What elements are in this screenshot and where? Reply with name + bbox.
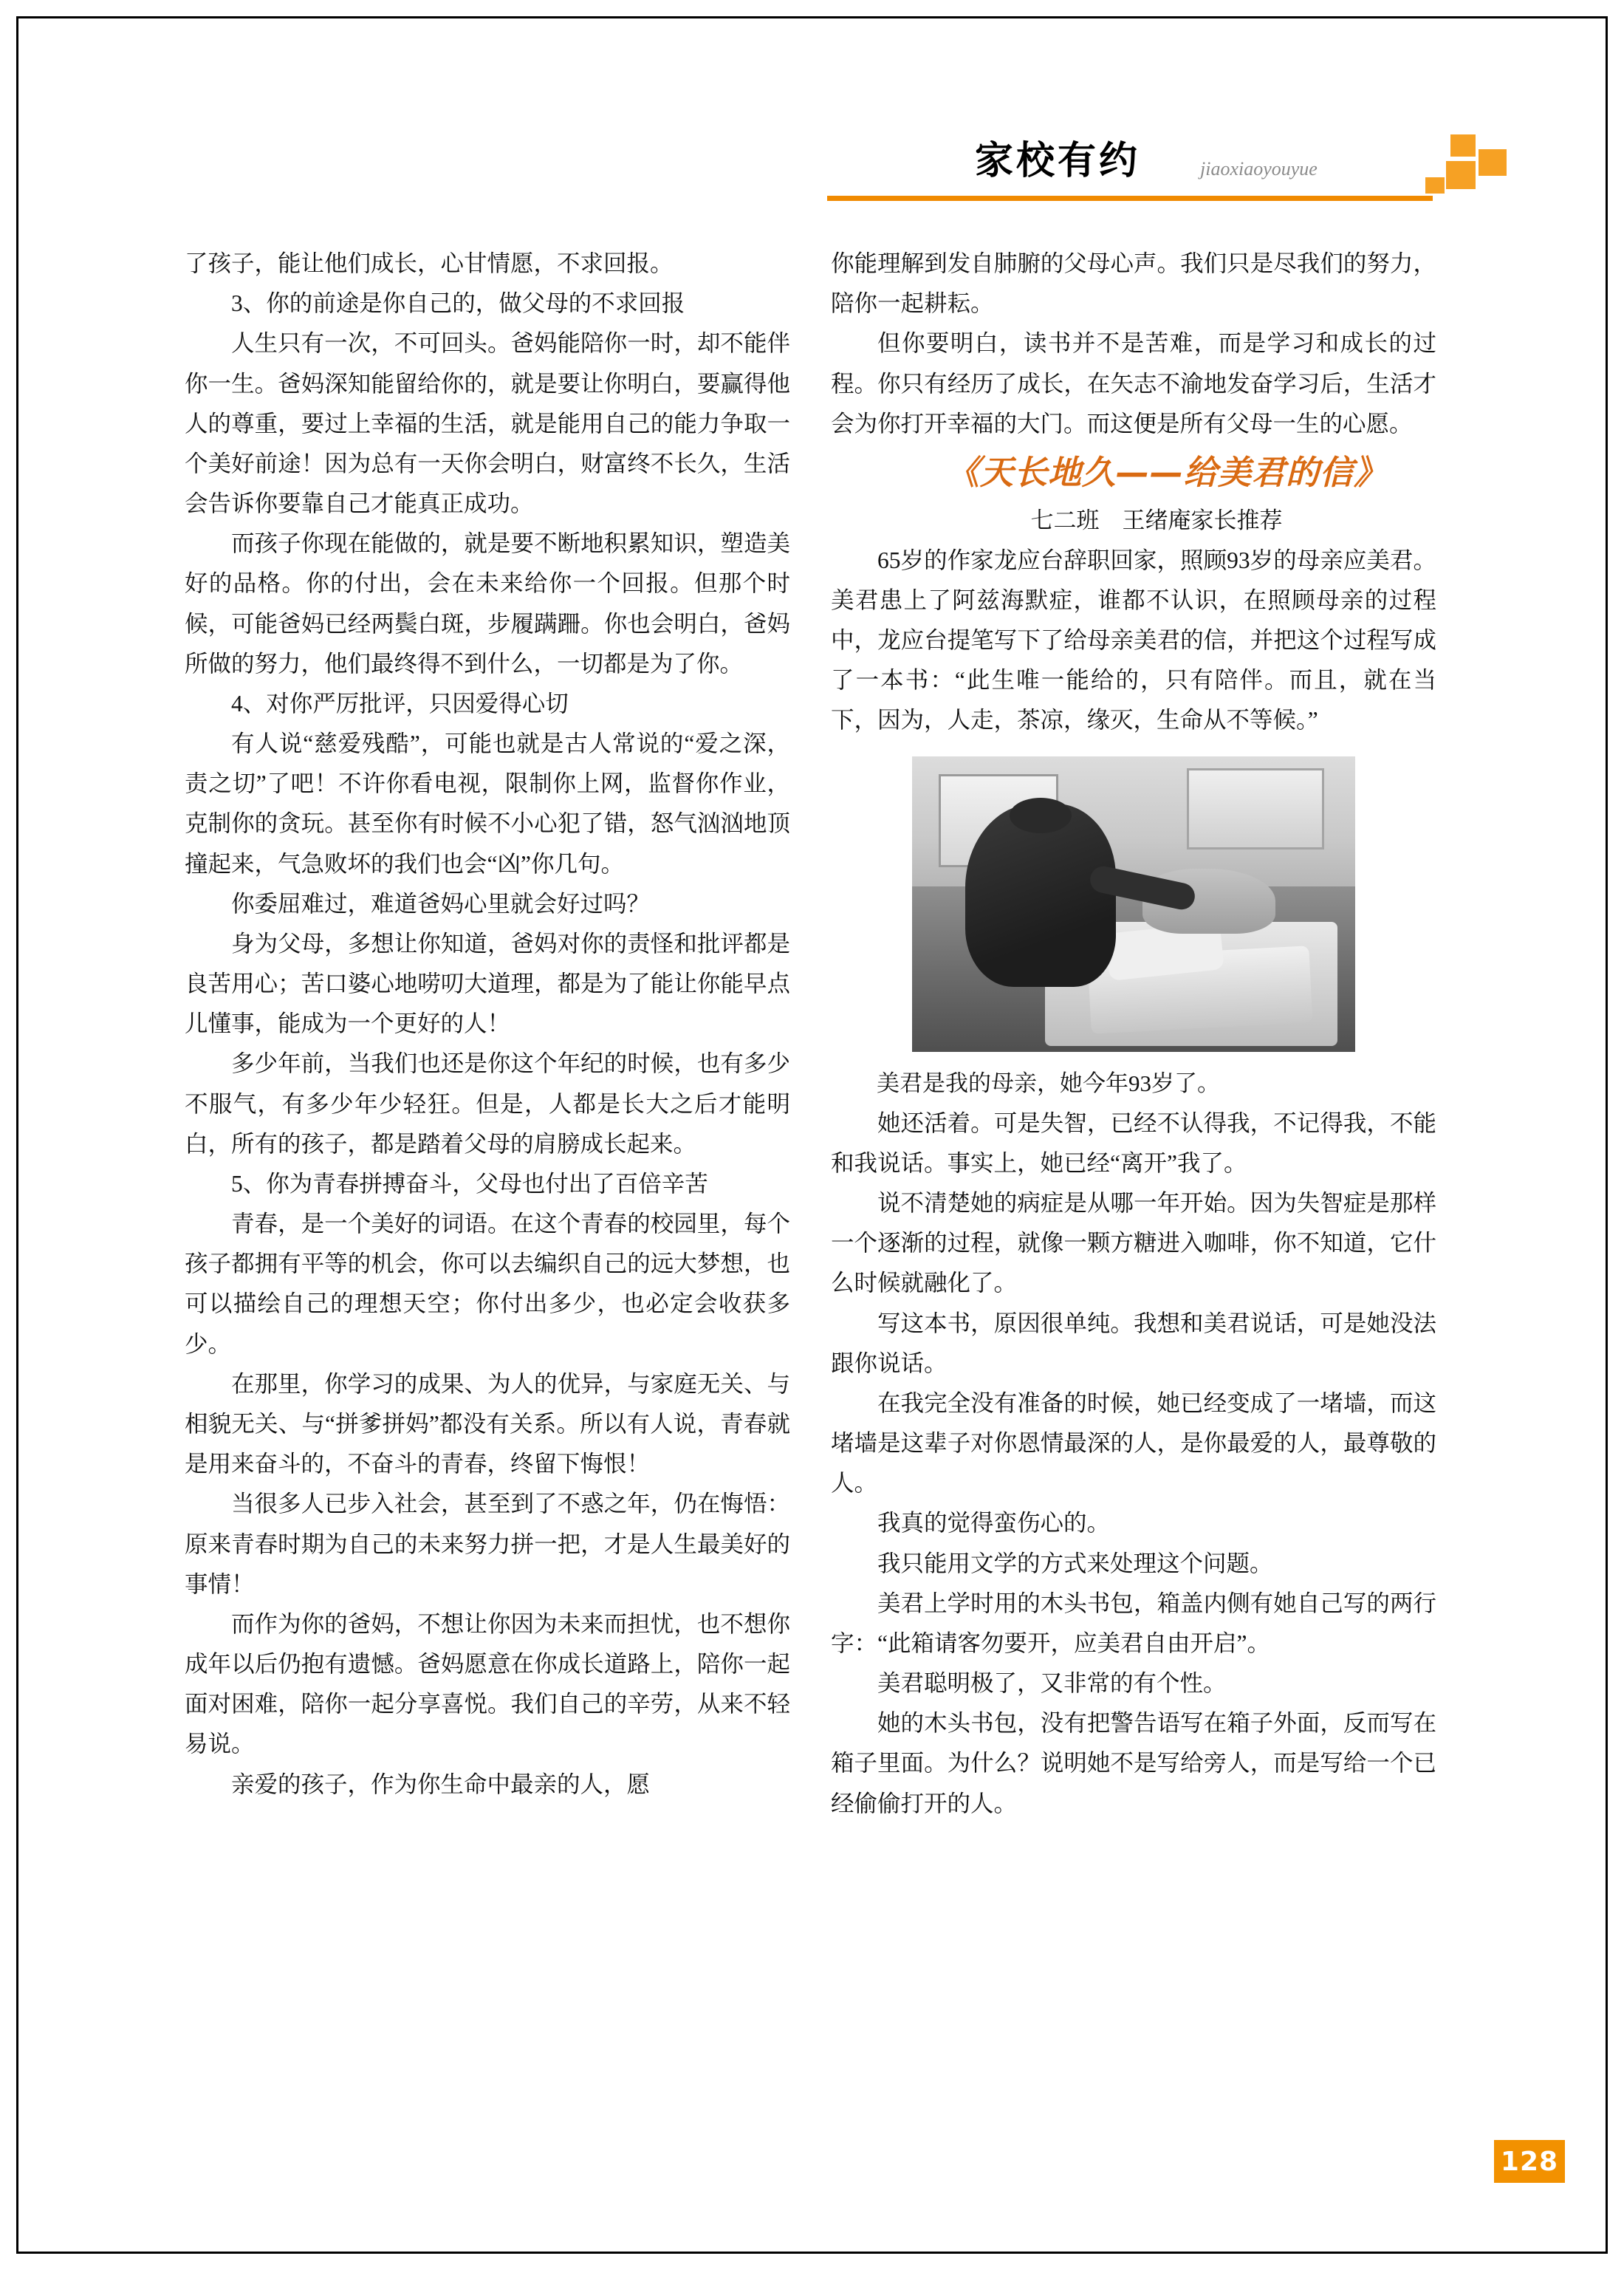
article-byline: 七二班 王绪庵家长推荐 — [1030, 507, 1283, 534]
paragraph: 在那里，你学习的成果、为人的优异，与家庭无关、与相貌无关、与“拼爹拼妈”都没有关系。所以有人说，青春就是用来奋斗的，不奋斗的青春，终留下悔恨！ — [185, 1370, 790, 1477]
paragraph: 她还活着。可是失智，已经不认得我，不记得我，不能和我说话。事实上，她已经“离开”我了。 — [831, 1110, 1436, 1176]
paragraph: 但你要明白，读书并不是苦难，而是学习和成长的过程。你只有经历了成长，在矢志不渝地发奋学习后，生活才会为你打开幸福的大门。而这便是所有父母一生的心愿。 — [831, 330, 1436, 437]
paragraph: 有人说“慈爱残酷”，可能也就是古人常说的“爱之深，责之切”了吧！不许你看电视，限制你上网，监督你作业，克制你的贪玩。甚至你有时候不小心犯了错，怒气汹汹地顶撞起来，气急败坏的我们也会“凶”你几句。 — [185, 731, 790, 877]
paragraph: 她的木头书包，没有把警告语写在箱子外面，反而写在箱子里面。为什么？说明她不是写给旁人，而是写给一个已经偷偷打开的人。 — [831, 1710, 1436, 1816]
header-title: 家校有约 — [975, 139, 1141, 183]
decor-square-2 — [1479, 149, 1507, 176]
header-pinyin: jiaoxiaoyouyue — [1200, 158, 1318, 180]
paragraph: 在我完全没有准备的时候，她已经变成了一堵墙，而这堵墙是这辈子对你恩情最深的人，是你最爱的人，最尊敬的人。 — [831, 1389, 1436, 1497]
decor-square-1 — [1450, 134, 1476, 157]
page-header — [827, 126, 1507, 207]
paragraph: 美君上学时用的木头书包，箱盖内侧有她自己写的两行字：“此箱请客勿要开，应美君自由开启”。 — [831, 1590, 1436, 1656]
paragraph: 你能理解到发自肺腑的父母心声。我们只是尽我们的努力，陪你一起耕耘。 — [831, 250, 1436, 317]
paragraph: 说不清楚她的病症是从哪一年开始。因为失智症是那样一个逐渐的过程，就像一颗方糖进入咖啡，你不知道，它什么时候就融化了。 — [831, 1190, 1436, 1296]
paragraph: 而作为你的爸妈，不想让你因为未来而担忧，也不想你成年以后仍抱有遗憾。爸妈愿意在你成长道路上，陪你一起面对困难，陪你一起分享喜悦。我们自己的辛劳，从来不轻易说。 — [185, 1610, 790, 1757]
left-text-column — [185, 244, 790, 1805]
decor-square-4 — [1425, 177, 1445, 194]
article-photo — [912, 756, 1355, 1052]
paragraph: 我真的觉得蛮伤心的。 — [877, 1510, 1111, 1536]
paragraph: 写这本书，原因很单纯。我想和美君说话，可是她没法跟你说话。 — [831, 1310, 1436, 1376]
paragraph: 多少年前，当我们也还是你这个年纪的时候，也有多少不服气，有多少年少轻狂。但是，人都是长大之后才能明白，所有的孩子，都是踏着父母的肩膀成长起来。 — [185, 1050, 790, 1157]
paragraph-subheading: 4、对你严厉批评，只因爱得心切 — [231, 690, 569, 717]
page-number-badge: 128 — [1494, 2140, 1565, 2183]
paragraph: 当很多人已步入社会，甚至到了不惑之年，仍在悔悟：原来青春时期为自己的未来努力拼一把，才是人生最美好的事情！ — [185, 1491, 790, 1597]
paragraph: 了孩子，能让他们成长，心甘情愿，不求回报。 — [185, 250, 674, 276]
paragraph: 而孩子你现在能做的，就是要不断地积累知识，塑造美好的品格。你的付出，会在未来给你一个回报。但那个时候，可能爸妈已经两鬓白斑，步履蹒跚。你也会明白，爸妈所做的努力，他们最终得不到什么，一切都是为了你。 — [185, 530, 790, 677]
article-title: 《天长地久——给美君的信》 — [945, 452, 1388, 492]
header-squares-decoration — [1425, 134, 1507, 198]
right-text-column — [831, 244, 1436, 1824]
article-photo-container — [831, 756, 1436, 1052]
paragraph: 人生只有一次，不可回头。爸妈能陪你一时，却不能伴你一生。爸妈深知能留给你的，就是要让你明白，要赢得他人的尊重，要过上幸福的生活，就是能用自己的能力争取一个美好前途！因为总有一天你会明白，财富终不长久，生活会告诉你要靠自己才能真正成功。 — [185, 330, 790, 517]
paragraph: 美君聪明极了，又非常的有个性。 — [877, 1670, 1227, 1697]
paragraph: 我只能用文学的方式来处理这个问题。 — [877, 1550, 1273, 1576]
paragraph: 美君是我的母亲，她今年93岁了。 — [877, 1070, 1220, 1097]
paragraph: 亲爱的孩子，作为你生命中最亲的人，愿 — [231, 1771, 651, 1797]
header-rule — [827, 196, 1433, 201]
paragraph: 身为父母，多想让你知道，爸妈对你的责怪和批评都是良苦用心；苦口婆心地唠叨大道理，都是为了能让你能早点儿懂事，能成为一个更好的人！ — [185, 930, 790, 1037]
paragraph: 65岁的作家龙应台辞职回家，照顾93岁的母亲应美君。美君患上了阿兹海默症，谁都不认识，在照顾母亲的过程中，龙应台提笔写下了给母亲美君的信，并把这个过程写成了一本书：“此生唯一能给的，只有陪伴。而且，就在当下，因为，人走，茶凉，缘灭，生命从不等候。” — [831, 547, 1436, 734]
paragraph-subheading: 3、你的前途是你自己的，做父母的不求回报 — [231, 290, 685, 317]
decor-square-3 — [1446, 161, 1476, 189]
paragraph-subheading: 5、你为青春拼搏奋斗，父母也付出了百倍辛苦 — [231, 1170, 708, 1197]
paragraph: 你委屈难过，难道爸妈心里就会好过吗？ — [231, 890, 651, 917]
paragraph: 青春，是一个美好的词语。在这个青春的校园里，每个孩子都拥有平等的机会，你可以去编织自己的远大梦想，也可以描绘自己的理想天空；你付出多少，也必定会收获多少。 — [185, 1211, 790, 1357]
photo-window-right — [1187, 768, 1324, 849]
